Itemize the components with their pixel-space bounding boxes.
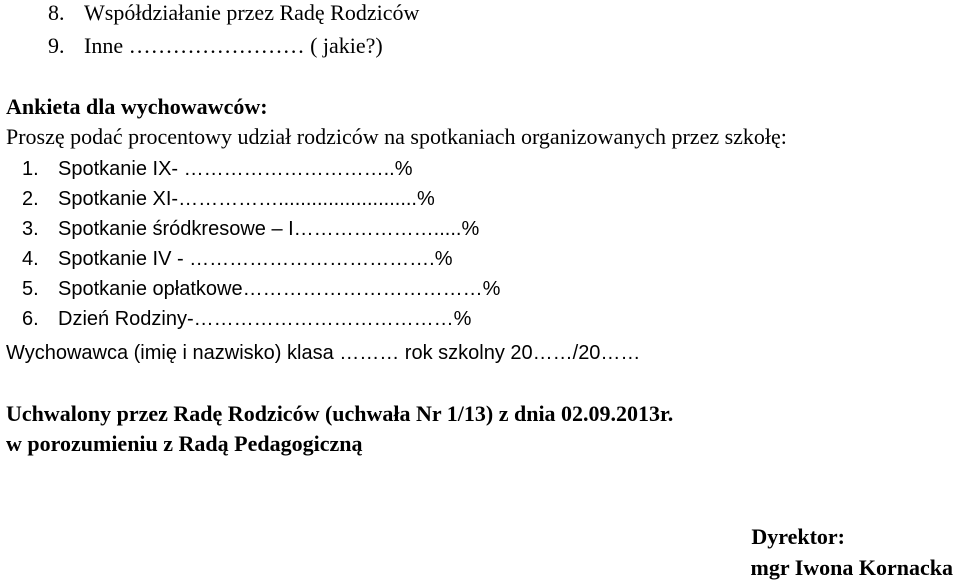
survey-item-text: Dzień Rodziny-…………………………………% bbox=[58, 308, 472, 330]
list-number: 9. bbox=[48, 33, 65, 58]
signature-name: mgr Iwona Kornacka bbox=[750, 555, 953, 580]
resolution-line-1: Uchwalony przez Radę Rodziców (uchwała Nr 1/13) z dnia 02.09.2013r. bbox=[6, 401, 674, 426]
survey-item-number: 2. bbox=[22, 188, 39, 210]
survey-item-1 bbox=[22, 156, 413, 182]
signature-title: Dyrektor: bbox=[751, 524, 845, 549]
survey-item-text: Spotkanie opłatkowe………………………………% bbox=[58, 278, 501, 300]
list-number: 8. bbox=[48, 0, 65, 25]
survey-question: Proszę podać procentowy udział rodziców na spotkaniach organizowanych przez szkołę: bbox=[6, 124, 787, 149]
survey-item-number: 1. bbox=[22, 158, 39, 180]
survey-item-2 bbox=[22, 186, 435, 212]
survey-item-text: Spotkanie IX- …………………………..% bbox=[58, 158, 413, 180]
survey-item-number: 4. bbox=[22, 248, 39, 270]
list-item-9 bbox=[48, 33, 383, 59]
survey-heading: Ankieta dla wychowawców: bbox=[6, 94, 268, 119]
survey-item-number: 5. bbox=[22, 278, 39, 300]
list-item-8 bbox=[48, 0, 419, 26]
survey-item-number: 6. bbox=[22, 308, 39, 330]
survey-item-3 bbox=[22, 216, 479, 242]
teacher-line: Wychowawca (imię i nazwisko) klasa ……… rok szkolny 20……/20…… bbox=[6, 342, 641, 364]
survey-item-text: Spotkanie IV - ……………………………….% bbox=[58, 248, 453, 270]
survey-item-text: Spotkanie śródkresowe – I………………….....% bbox=[58, 218, 480, 240]
survey-item-5 bbox=[22, 276, 500, 302]
list-text: Współdziałanie przez Radę Rodziców bbox=[84, 0, 420, 25]
list-text: Inne …………………… ( jakie?) bbox=[84, 33, 383, 58]
survey-item-number: 3. bbox=[22, 218, 39, 240]
survey-item-4 bbox=[22, 246, 453, 272]
survey-item-text: Spotkanie XI-…………….........................% bbox=[58, 188, 435, 210]
survey-item-6 bbox=[22, 306, 471, 332]
resolution-line-2: w porozumieniu z Radą Pedagogiczną bbox=[6, 431, 363, 456]
